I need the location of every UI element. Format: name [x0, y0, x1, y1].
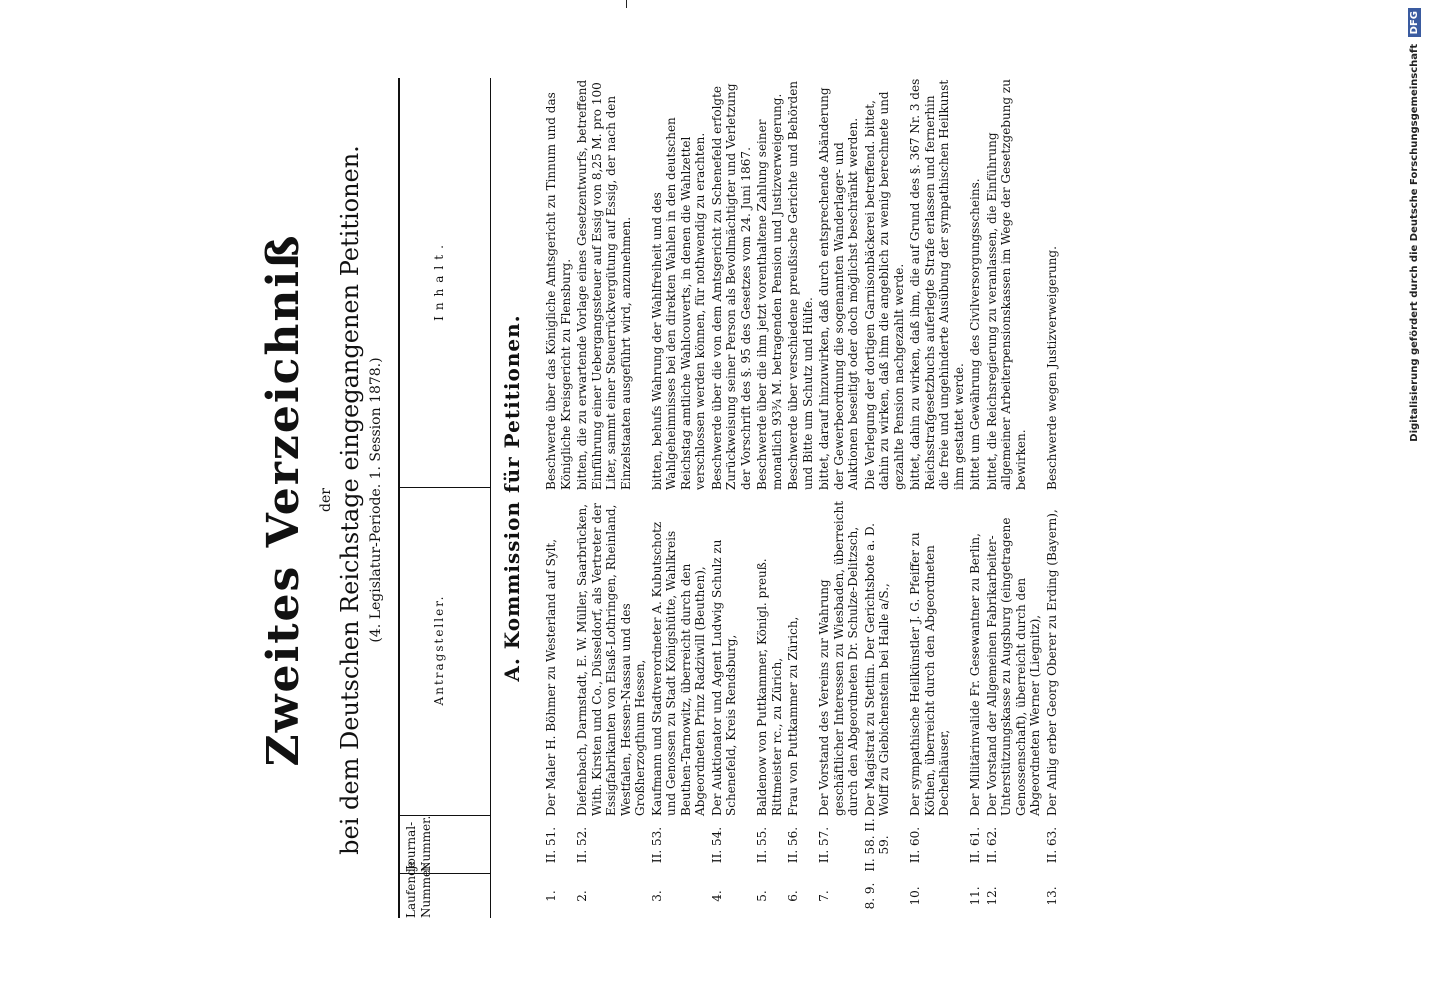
table-row	[650, 78, 708, 918]
petitioner: Kaufmann und Stadtverordneter A. Kubutschotz und Genossen zu Stadt Königshütte, Wahlkreis Beuthen-Tarnowitz, überreicht durch den Abgeordneten Prinz Radziwill (Beuthen),	[649, 521, 707, 816]
journal-number: II. 55.	[755, 826, 769, 864]
petition-content: bitten, die zu erwartende Vorlage eines Gesetzentwurfs, betreffend Einführung einer Uebergangssteuer auf Essig von 8,25 M. pro 100 Liter, sammt einer Steuerrückvergütung auf Essig, der nach den Einzelstaaten ausgeführt wird, anzunehmen.	[575, 79, 633, 490]
petition-list	[544, 78, 1061, 918]
table-row	[968, 78, 983, 918]
section-heading: A. Kommission für Petitionen.	[500, 314, 524, 682]
petitioner: Der Militärinvalide Fr. Gesewantner zu Berlin,	[968, 533, 982, 816]
petitioner: Baldenow von Puttkammer, Königl. preuß. Rittmeister rc., zu Zürich,	[755, 558, 784, 816]
journal-number: II. 52.	[575, 826, 589, 864]
column-divider	[398, 487, 490, 488]
petition-content: Beschwerde über die ihm jetzt vorenthaltene Zahlung seiner monatlich 93¾ M. betragenden Pension und Justizverweigerung.	[755, 93, 784, 490]
journal-number: II. 57.	[817, 826, 831, 864]
row-number: 7.	[817, 890, 831, 902]
petition-content: Beschwerde über die von dem Amtsgericht zu Schenefeld erfolgte Zurückweisung seiner Person als Bevollmächtigter und Verletzung der Vorschrift des §. 95 des Gesetzes vom 24. Juni 1867.	[709, 83, 753, 490]
row-number: 11.	[968, 886, 982, 906]
petition-content: bittet, darauf hinzuwirken, daß durch entsprechende Abänderung der Gewerbeordnung die sogenannten Wanderlager- und Auktionen beseitigt oder doch möglichst beschränkt werden.	[817, 87, 860, 490]
petition-content: Beschwerde über das Königliche Amtsgericht zu Tinnum und das Königliche Kreisgericht zu Flensburg.	[544, 92, 573, 490]
petition-content: bitten, behufs Wahrung der Wahlfreiheit und des Wahlgeheimnisses bei den direkten Wahlen in den deutschen Reichstag amtliche Wahlcouverts, in denen die Wahlzettel verschlossen werden können, für nothwendig zu erachten.	[649, 117, 707, 490]
row-number: 12.	[984, 886, 999, 906]
table-row	[544, 78, 573, 918]
document-subtitle: bei dem Deutschen Reichstage eingegangenen Petitionen.	[336, 145, 364, 855]
column-header-antragsteller: Antragsteller.	[432, 594, 446, 706]
row-number: 6.	[786, 890, 800, 902]
row-number: 8. 9.	[862, 882, 877, 910]
digitization-credit	[1402, 0, 1430, 1000]
table-row	[575, 78, 648, 918]
dfg-logo: DFG	[1408, 8, 1421, 37]
petitioner: Diefenbach, Darmstadt, E. W. Müller, Saarbrücken, With. Kirsten und Co., Düsseldorf, als Vertreter der Essigfabrikanten von Elsaß-Lothringen, Rheinland, Westfalen, Hessen-Nassau und des Großherzogthum Hessen,	[575, 503, 647, 816]
petitioner: Der Magistrat zu Stettin. Der Gerichtsbote a. D. Wolff zu Giebichenstein bei Halle a/S.,	[862, 523, 891, 816]
journal-number: II. 54.	[709, 826, 724, 864]
table-row	[710, 78, 754, 918]
petition-content: bittet, dahin zu wirken, daß ihm, die auf Grund des §. 367 Nr. 3 des Reichsstrafgesetzbuchs auferlegte Strafe erlassen und fernerhin die freie und ungehinderte Ausübung der sympathischen Heilkunst ihm gestattet werde.	[908, 78, 966, 490]
row-number: 5.	[755, 890, 769, 902]
petitioner: Der sympathische Heilkünstler J. G. Pfeiffer zu Köthen, überreicht durch den Abgeordneten Dechelhäuser,	[908, 532, 951, 816]
journal-number: II. 58. II. 59.	[862, 818, 891, 872]
journal-number: II. 51.	[544, 826, 558, 864]
petition-content: Beschwerde über verschiedene preußische Gerichte und Behörden und Bitte um Schutz und Hülfe.	[786, 80, 815, 490]
table-row	[985, 78, 1043, 918]
column-header-inhalt: Inhalt.	[432, 239, 446, 321]
column-divider	[398, 815, 490, 816]
petitioner: Der Vorstand der Allgemeinen Fabrikarbeiter-Unterstützungskasse zu Augsburg (eingetragene Genossenschaft), überreicht durch den Abgeordneten Werner (Liegnitz),	[984, 517, 1042, 816]
digitization-text: Digitalisierung gefördert durch die Deutsche Forschungsgemeinschaft	[1409, 43, 1420, 442]
petition-content: Beschwerde wegen Justizverweigerung.	[1044, 246, 1059, 490]
table-row	[1045, 78, 1060, 918]
table-row	[786, 78, 815, 918]
petition-content: Die Verlegung der dortigen Garnisonbäckerei betreffend. bittet, dahin zu wirken, daß ihm die angeblich zu wenig berechnete und gezahlte Pension nachgezahlt werde.	[862, 91, 906, 490]
table-row	[908, 78, 966, 918]
table-row	[817, 78, 861, 918]
petition-content: bittet, die Reichsregierung zu veranlassen, die Einführung allgemeiner Arbeiterpensionskassen im Wege der Gesetzgebung zu bewirken.	[984, 79, 1028, 490]
session-info: (4. Legislatur-Periode. 1. Session 1878.)	[368, 357, 384, 643]
subtitle-connector: der	[318, 488, 334, 512]
journal-number: II. 53.	[649, 826, 664, 864]
journal-number: II. 61.	[968, 826, 982, 864]
row-number: 4.	[709, 890, 724, 902]
journal-number: II. 62.	[984, 826, 999, 864]
petitioner: Der Maler H. Böhmer zu Westerland auf Sylt,	[544, 538, 558, 816]
row-number: 10.	[908, 886, 922, 906]
table-row	[755, 78, 784, 918]
row-number: 1.	[544, 890, 558, 902]
column-header-journal: Journal-Nummer.	[404, 815, 433, 872]
petitioner: Frau von Puttkammer zu Zürich,	[786, 616, 800, 816]
document-title: Zweites Verzeichniß	[258, 233, 309, 767]
journal-number: II. 56.	[786, 826, 800, 864]
column-header-laufende: Laufende Nummer.	[404, 861, 433, 918]
petitioner: Der Anlig erber Georg Oberer zu Erding (Bayern),	[1044, 509, 1059, 816]
petitioner: Der Auktionator und Agent Ludwig Schulz zu Schenefeld, Kreis Rendsburg,	[709, 539, 738, 816]
row-number: 3.	[649, 890, 664, 902]
row-number: 13.	[1044, 886, 1059, 906]
petition-content: bittet um Gewährung des Civilversorgungsscheins.	[968, 178, 982, 490]
journal-number: II. 60.	[908, 826, 922, 864]
table-top-rule	[398, 78, 400, 918]
row-number: 2.	[575, 890, 589, 902]
journal-number: II. 63.	[1044, 826, 1059, 864]
table-row	[863, 78, 907, 918]
table-header-rule	[490, 78, 491, 918]
petitioner: Der Vorstand des Vereins zur Wahrung geschäftlicher Interessen zu Wiesbaden, überreicht durch den Abgeordneten Dr. Schulze-Delitzsch,	[817, 500, 860, 816]
